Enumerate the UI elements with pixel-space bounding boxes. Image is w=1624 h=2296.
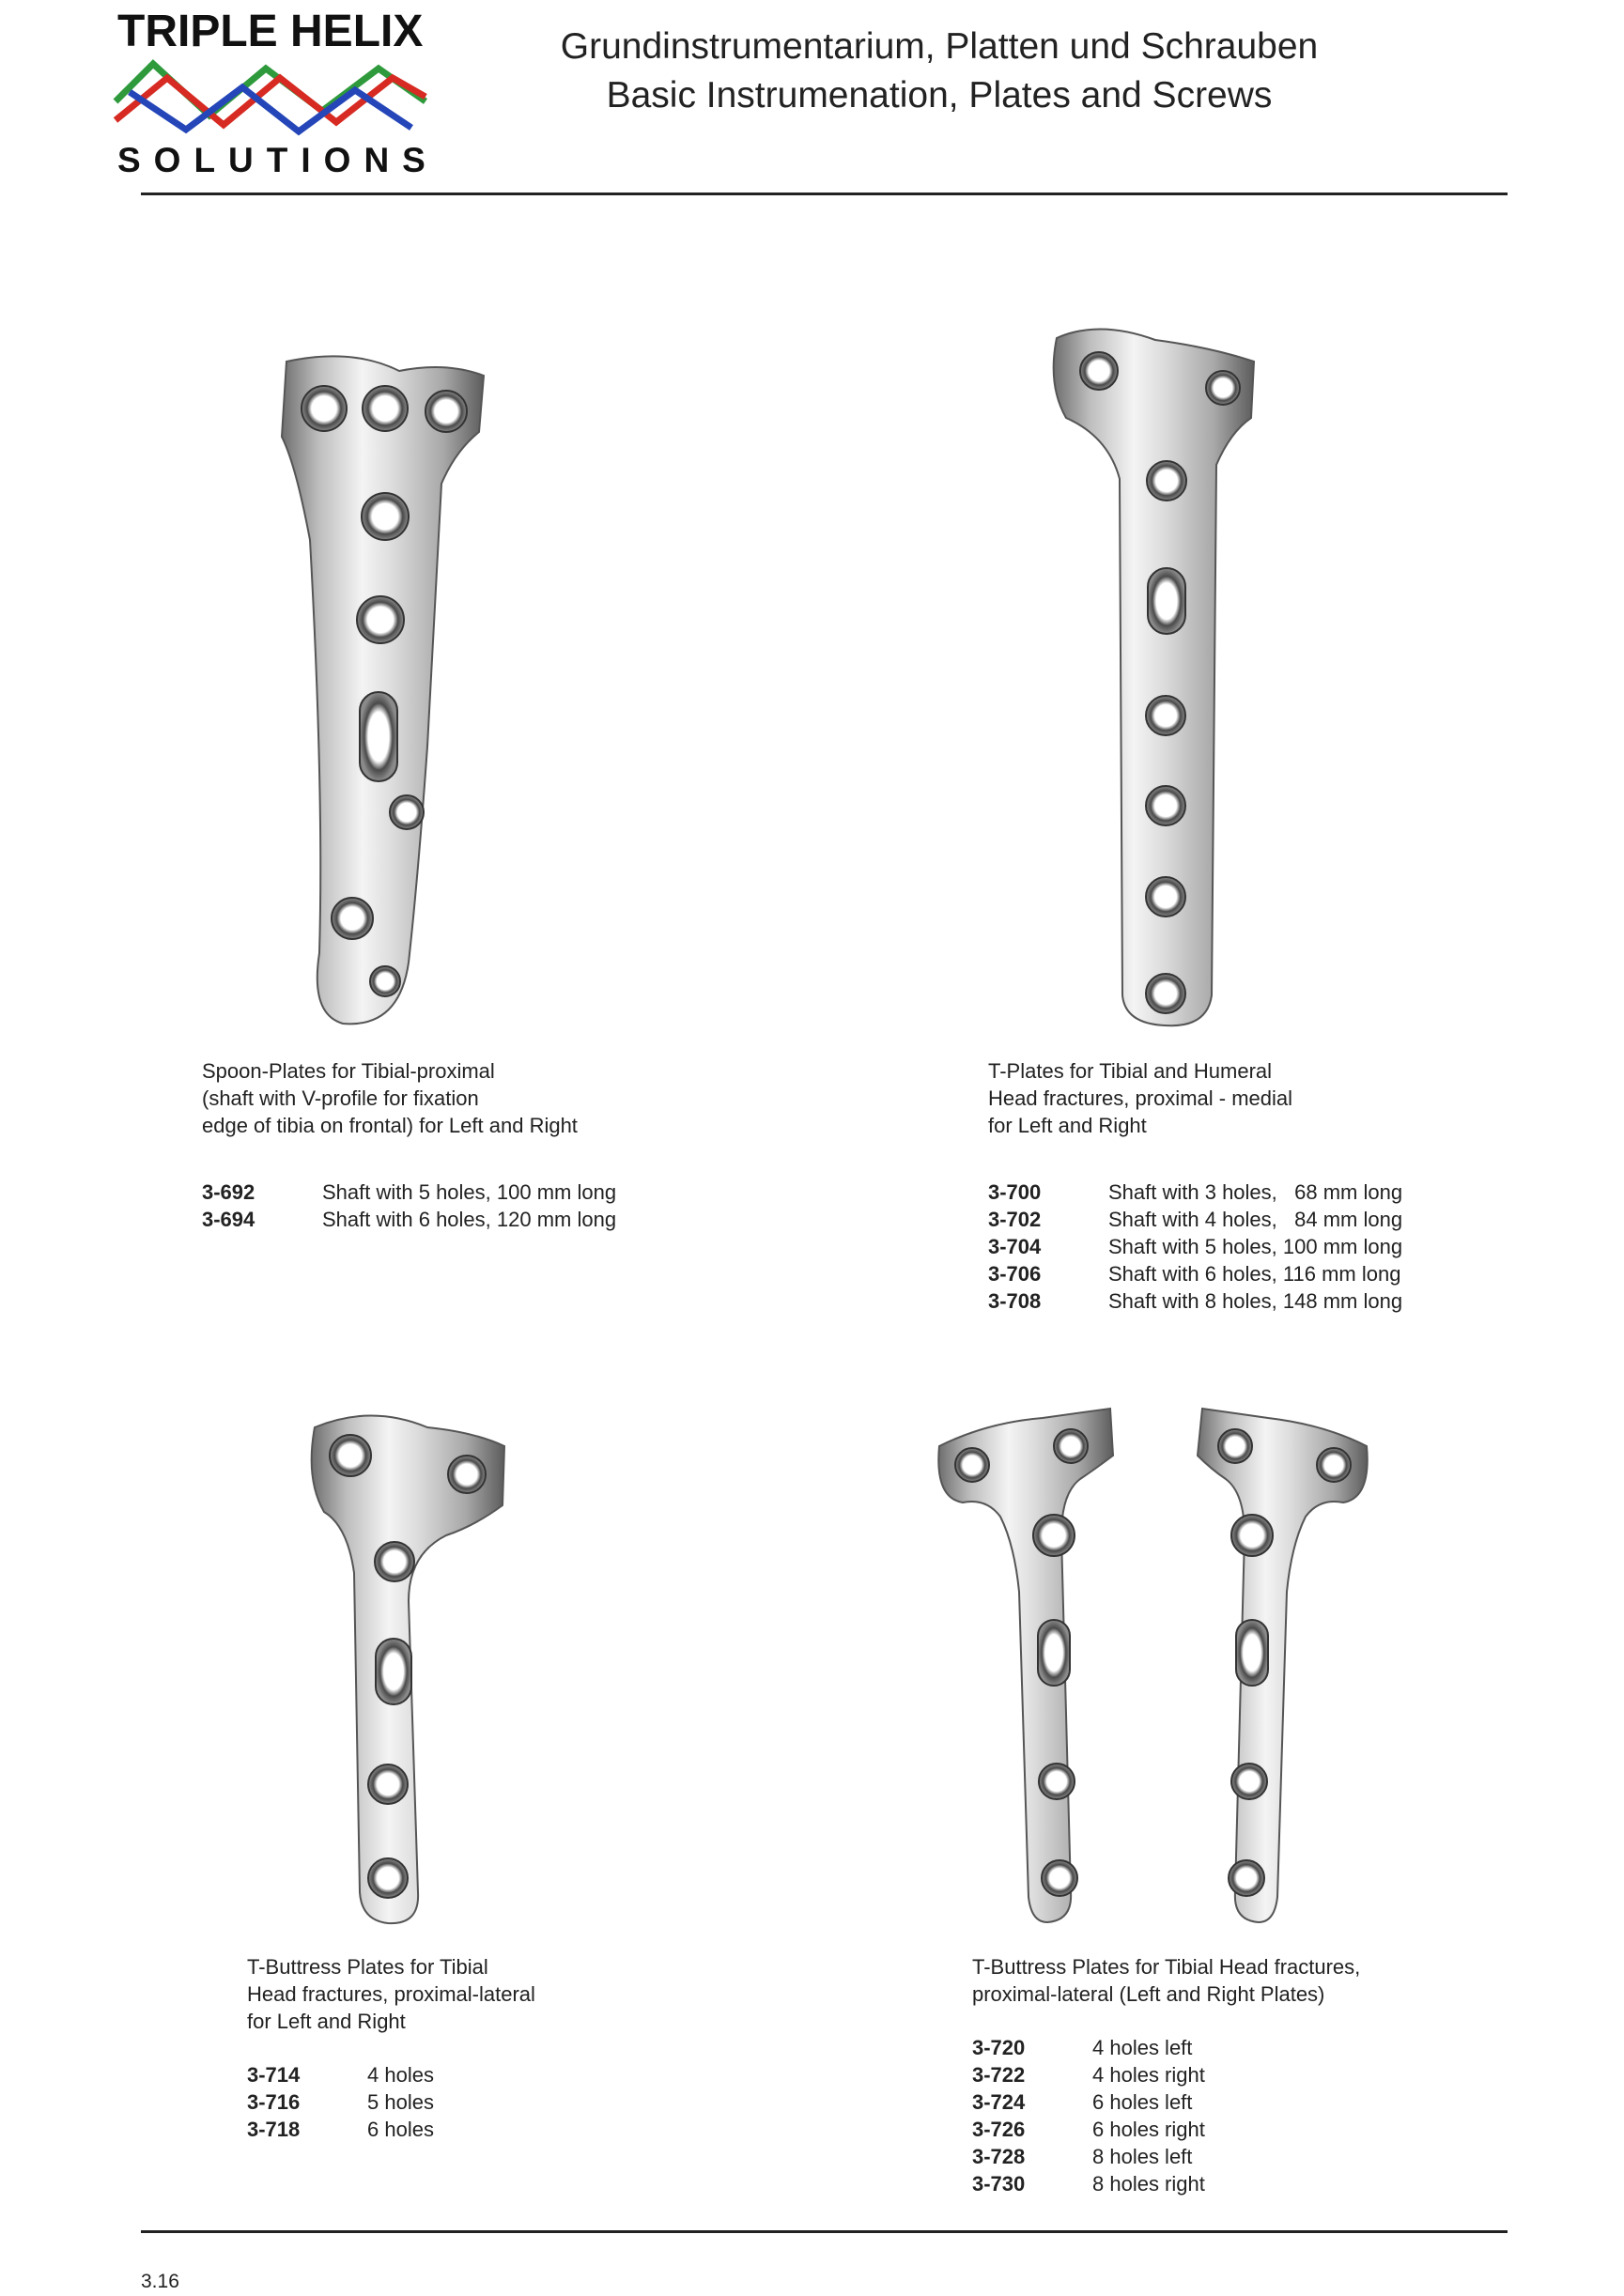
list-item <box>988 1260 1402 1287</box>
list-item <box>972 2088 1205 2116</box>
item-text: 8 holes right <box>1092 2172 1205 2196</box>
item-code: 3-720 <box>972 2036 1026 2059</box>
item-text: Shaft with 6 holes, 120 mm long <box>322 1208 617 1231</box>
description-line: Spoon-Plates for Tibial-proximal <box>202 1059 495 1083</box>
header-title-english: Basic Instrumenation, Plates and Screws <box>606 75 1273 116</box>
description-line: T-Buttress Plates for Tibial <box>247 1955 488 1979</box>
right-plate-shape <box>1198 1409 1368 1922</box>
list-item <box>247 2116 434 2143</box>
list-item <box>988 1206 1402 1233</box>
spoon-plate-item-list <box>202 1179 616 1233</box>
item-text: 6 holes left <box>1092 2090 1193 2114</box>
item-code: 3-694 <box>202 1208 255 1231</box>
item-text: 6 holes right <box>1092 2118 1205 2141</box>
item-text: Shaft with 8 holes, 148 mm long <box>1108 1289 1403 1313</box>
list-item <box>972 2143 1205 2170</box>
item-code: 3-726 <box>972 2118 1026 2141</box>
item-text: Shaft with 3 holes, 68 mm long <box>1108 1180 1403 1204</box>
item-code: 3-704 <box>988 1235 1042 1258</box>
list-item <box>202 1179 616 1206</box>
t-buttress-left-right-plates-image <box>930 1404 1371 1930</box>
t-buttress-plate-description <box>247 1953 535 2035</box>
helix-red-wave <box>116 78 425 125</box>
item-code: 3-724 <box>972 2090 1026 2114</box>
list-item <box>972 2116 1205 2143</box>
header-divider <box>141 193 1508 195</box>
item-text: Shaft with 5 holes, 100 mm long <box>1108 1235 1403 1258</box>
description-line: (shaft with V-profile for fixation <box>202 1086 479 1110</box>
brand-name-bottom: SOLUTIONS <box>117 141 439 179</box>
t-buttress-plate-image <box>305 1404 517 1930</box>
t-buttress-left-right-item-list <box>972 2034 1205 2197</box>
item-code: 3-708 <box>988 1289 1042 1313</box>
t-plate-image <box>1043 319 1268 1033</box>
item-text: 4 holes left <box>1092 2036 1193 2059</box>
item-code: 3-718 <box>247 2118 301 2141</box>
footer-divider <box>141 2230 1508 2233</box>
item-text: Shaft with 6 holes, 116 mm long <box>1108 1262 1401 1286</box>
item-code: 3-706 <box>988 1262 1042 1286</box>
list-item <box>988 1179 1402 1206</box>
description-line: Head fractures, proximal-lateral <box>247 1982 535 2006</box>
spoon-plate-description <box>202 1057 578 1139</box>
left-plate-shape <box>938 1409 1113 1922</box>
description-line: T-Buttress Plates for Tibial Head fractures, <box>972 1955 1361 1979</box>
item-text: Shaft with 4 holes, 84 mm long <box>1108 1208 1403 1231</box>
item-code: 3-730 <box>972 2172 1026 2196</box>
list-item <box>202 1206 616 1233</box>
item-code: 3-700 <box>988 1180 1042 1204</box>
description-line: edge of tibia on frontal) for Left and Right <box>202 1114 578 1137</box>
item-text: 8 holes left <box>1092 2145 1193 2168</box>
description-line: proximal-lateral (Left and Right Plates) <box>972 1982 1325 2006</box>
t-buttress-left-right-description <box>972 1953 1360 2008</box>
spoon-plate-image <box>268 352 493 1038</box>
helix-logo-icon <box>111 54 430 139</box>
list-item <box>972 2170 1205 2197</box>
t-plate-description <box>988 1057 1292 1139</box>
list-item <box>972 2034 1205 2061</box>
list-item <box>988 1233 1402 1260</box>
item-text: 6 holes <box>367 2118 434 2141</box>
list-item <box>247 2088 434 2116</box>
item-code: 3-714 <box>247 2063 301 2087</box>
t-buttress-plate-item-list <box>247 2061 434 2143</box>
page-number: 3.16 <box>141 2271 179 2292</box>
item-code: 3-728 <box>972 2145 1026 2168</box>
item-text: 5 holes <box>367 2090 434 2114</box>
item-code: 3-716 <box>247 2090 301 2114</box>
t-plate-item-list <box>988 1179 1402 1315</box>
list-item <box>972 2061 1205 2088</box>
item-text: 4 holes right <box>1092 2063 1205 2087</box>
item-code: 3-692 <box>202 1180 255 1204</box>
list-item <box>247 2061 434 2088</box>
item-code: 3-702 <box>988 1208 1042 1231</box>
item-code: 3-722 <box>972 2063 1026 2087</box>
item-text: Shaft with 5 holes, 100 mm long <box>322 1180 617 1204</box>
description-line: Head fractures, proximal - medial <box>988 1086 1293 1110</box>
header-title-german: Grundinstrumentarium, Platten und Schrauben <box>560 26 1319 67</box>
item-text: 4 holes <box>367 2063 434 2087</box>
brand-name-top: TRIPLE HELIX <box>117 7 424 56</box>
description-line: for Left and Right <box>988 1114 1147 1137</box>
description-line: T-Plates for Tibial and Humeral <box>988 1059 1273 1083</box>
list-item <box>988 1287 1402 1315</box>
description-line: for Left and Right <box>247 2010 406 2033</box>
